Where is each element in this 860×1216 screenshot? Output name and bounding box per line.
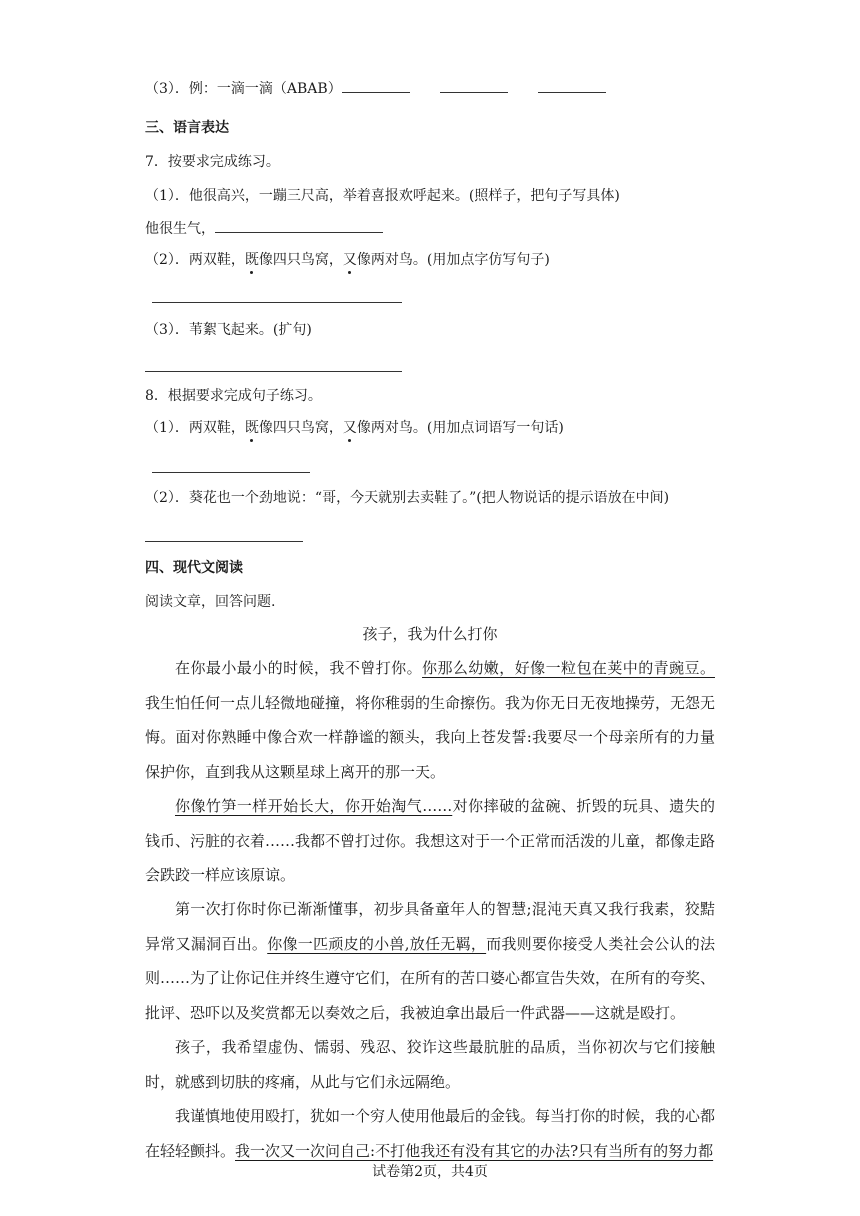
q7-part1-answer-line xyxy=(145,218,383,239)
article-paragraph-3 xyxy=(145,892,715,1030)
article-text: 我谨慎地使用殴打，犹如一个穷人使用他最后的金钱。每当打你的时候，我的心都在轻轻颤抖。 xyxy=(145,1107,715,1160)
q8-part1 xyxy=(145,418,564,438)
reading-instruction: 阅读文章，回答问题. xyxy=(145,594,276,610)
answer-blank[interactable] xyxy=(538,78,606,93)
article-text: 在你最小最小的时候，我不曾打你。 xyxy=(175,659,423,677)
q7-part1-prefix: 他很生气， xyxy=(145,221,215,237)
article-paragraph-5 xyxy=(145,1099,715,1169)
underlined-sentence: 你像一匹顽皮的小兽,放任无羁， xyxy=(267,934,487,953)
article-text: 我生怕任何一点儿轻微地碰撞，将你稚弱的生命擦伤。我为你无日无夜地操劳，无怨无悔。面对你熟睡中像合欢一样静谧的额头，我向上苍发誓:我要尽一个母亲所有的力量保护你，直到我从这颗星球上离开的那一天。 xyxy=(145,693,716,781)
answer-line[interactable] xyxy=(152,472,310,473)
answer-blank[interactable] xyxy=(342,78,410,93)
section-3-title: 三、语言表达 xyxy=(145,120,229,136)
emphasis-dot-char: 既 xyxy=(244,252,259,268)
article-text: 第一次打你时你已渐渐懂事，初步具备童年人的智慧;混沌天真又我行我素，狡黠异常又漏洞百出。 xyxy=(145,900,715,953)
article-paragraph-4: 孩子，我希望虚伪、懦弱、残忍、狡诈这些最肮脏的品质，当你初次与它们接触时，就感到切肤的疼痛，从此与它们永远隔绝。 xyxy=(145,1038,715,1091)
q7-part2 xyxy=(145,250,550,270)
answer-line[interactable] xyxy=(145,371,402,372)
underlined-sentence: 我一次又一次问自己:不打他我还有没有其它的办法?只有当所有的努力都 xyxy=(235,1141,714,1160)
q8-part1-text: 像两对鸟。(用加点词语写一句话) xyxy=(356,420,564,436)
emphasis-dot-char: 又 xyxy=(342,420,357,436)
underlined-sentence: 你像竹笋一样开始长大，你开始淘气…… xyxy=(175,797,453,815)
q8-part2: （2）．葵花也一个劲地说：“哥，今天就别去卖鞋了。”(把人物说话的提示语放在中间) xyxy=(145,490,670,506)
answer-line[interactable] xyxy=(152,302,402,303)
article-paragraph-2 xyxy=(145,789,715,893)
answer-line[interactable] xyxy=(145,541,303,542)
q6-part3-text: （3）．例：一滴一滴（ABAB） xyxy=(145,81,342,97)
answer-blank[interactable] xyxy=(215,218,383,233)
q6-part3 xyxy=(145,78,606,99)
section-4-title: 四、现代文阅读 xyxy=(145,560,243,576)
article-title: 孩子，我为什么打你 xyxy=(362,625,498,643)
q7-part2-text: 像两对鸟。(用加点字仿写句子) xyxy=(356,252,550,268)
q8-part1-text: 像四只鸟窝， xyxy=(258,420,343,436)
underlined-sentence: 你那么幼嫩，好像一粒包在荚中的青豌豆。 xyxy=(422,659,715,677)
q8-part1-text: （1）．两双鞋， xyxy=(145,420,245,436)
q7-part3: （3）．苇絮飞起来。(扩句) xyxy=(145,322,312,338)
emphasis-dot-char: 既 xyxy=(244,420,259,436)
q7-part2-text: （2）．两双鞋， xyxy=(145,252,245,268)
emphasis-dot-char: 又 xyxy=(342,252,357,268)
q7-part1: （1）．他很高兴，一蹦三尺高，举着喜报欢呼起来。(照样子，把句子写具体) xyxy=(145,188,620,204)
article-paragraph-1 xyxy=(145,651,715,789)
q8-stem: 8．根据要求完成句子练习。 xyxy=(145,388,322,404)
q7-stem: 7．按要求完成练习。 xyxy=(145,154,280,170)
q7-part2-text: 像四只鸟窝， xyxy=(258,252,343,268)
article-text: 对你摔破的盆碗、折毁的玩具、遗失的钱币、污脏的衣着……我都不曾打过你。我想这对于一个正常而活泼的儿童，都像走路会跌跤一样应该原谅。 xyxy=(145,797,716,884)
answer-blank[interactable] xyxy=(440,78,508,93)
page-footer: 试卷第2页，共4页 xyxy=(372,1164,488,1180)
article-text: 而我则要你接受人类社会公认的法则……为了让你记住并终生遵守它们，在所有的苦口婆心都宣告失效，在所有的夸奖、批评、恐吓以及奖赏都无以奏效之后，我被迫拿出最后一件武器——这就是殴打。 xyxy=(145,934,716,1022)
